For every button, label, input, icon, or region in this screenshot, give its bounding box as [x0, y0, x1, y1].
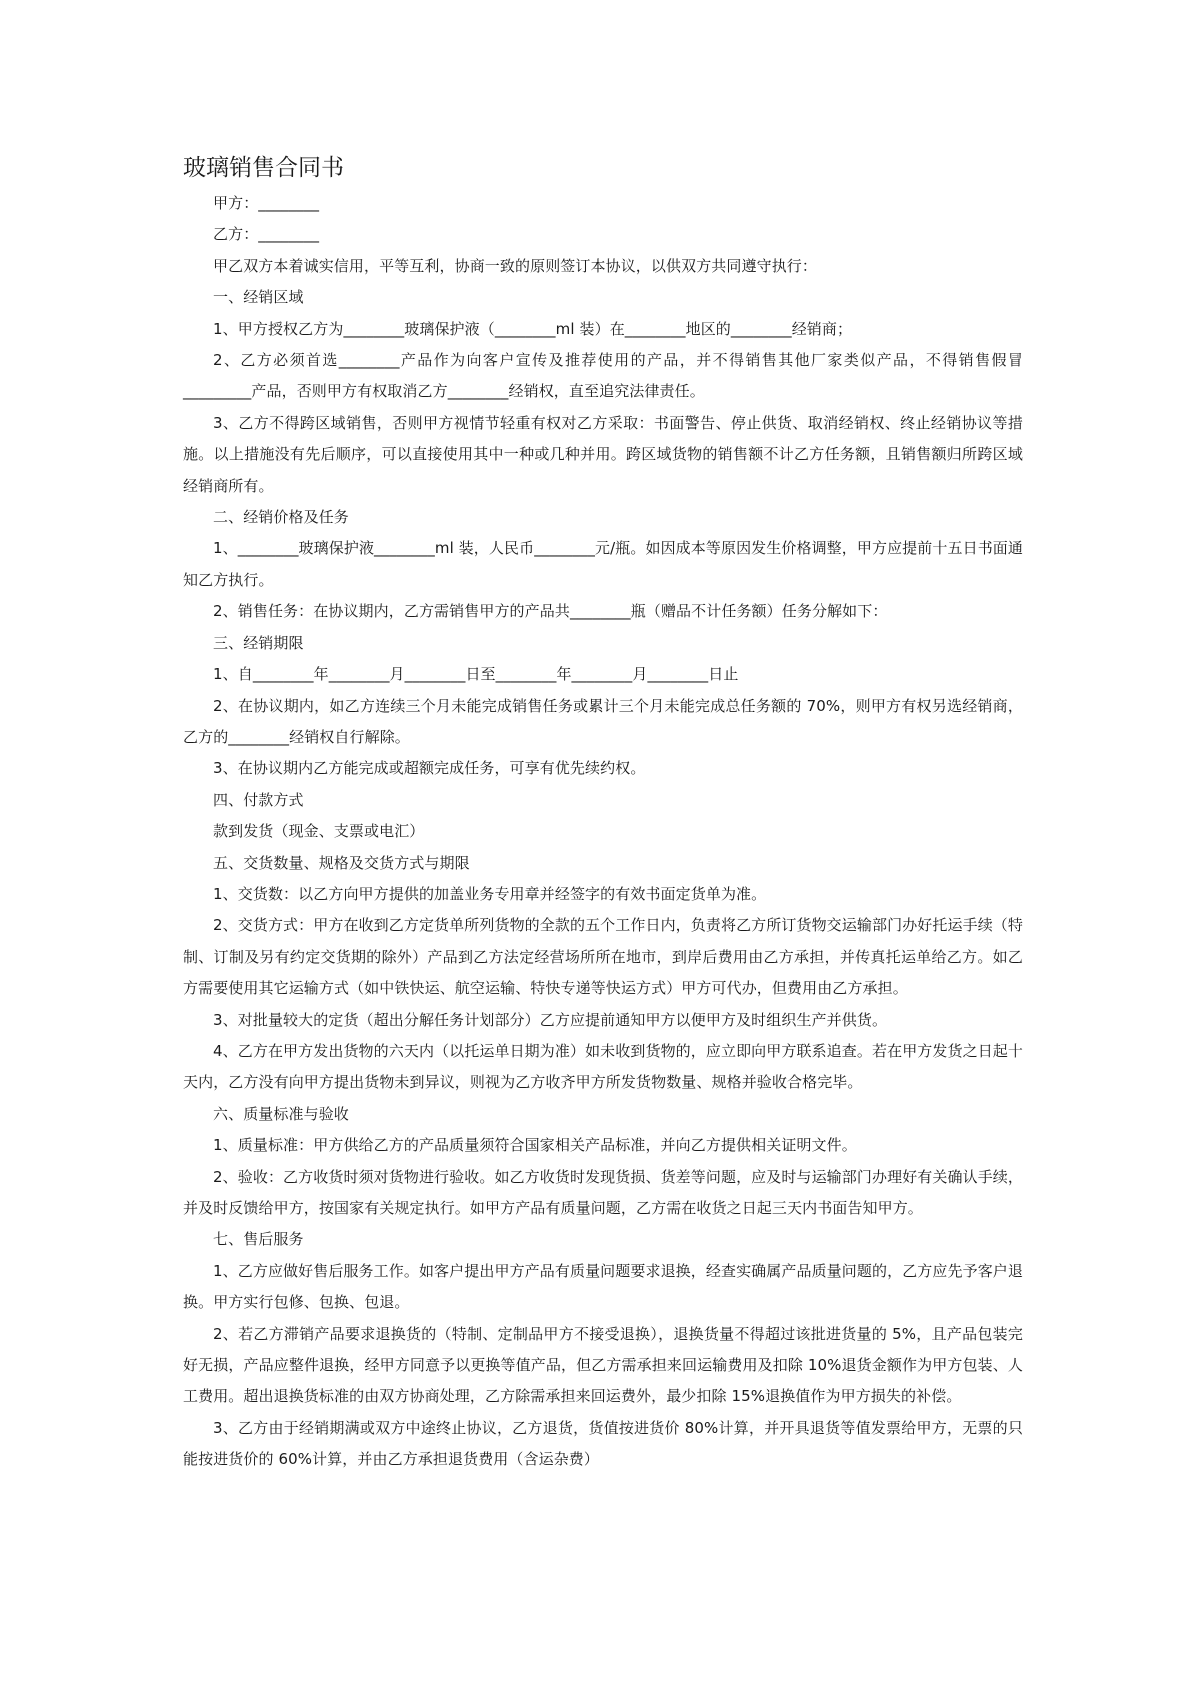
clause-1-1: 1、甲方授权乙方为________玻璃保护液（________ml 装）在________地区的________经销商； — [213, 319, 853, 338]
clause-3-3: 3、在协议期内乙方能完成或超额完成任务，可享有优先续约权。 — [213, 759, 646, 778]
clause-1-2: 2、乙方必须首选________产品作为向客户宣传及推荐使用的产品，并不得销售其他厂家类似产品，不得销售假冒_________产品，否则甲方有权取消乙方________经销权，直至追究法律责任。 — [183, 351, 1023, 401]
clause-7-3: 3、乙方由于经销期满或双方中途终止协议，乙方退货，货值按进货价 80%计算，并开具退货等值发票给甲方，无票的只能按进货价的 60%计算，并由乙方承担退货费用（含运杂费） — [183, 1418, 1023, 1469]
section-heading-3: 三、经销期限 — [213, 633, 304, 652]
clause-4-1: 款到发货（现金、支票或电汇） — [213, 822, 425, 841]
party-a-line: 甲方：________ — [213, 194, 320, 212]
section-heading-2: 二、经销价格及任务 — [213, 508, 349, 527]
clause-3-1: 1、自________年________月________日至________年________月________日止 — [213, 665, 739, 684]
preamble: 甲乙双方本着诚实信用，平等互利，协商一致的原则签订本协议，以供双方共同遵守执行： — [213, 256, 818, 275]
document-title: 玻璃销售合同书 — [183, 155, 344, 181]
clause-1-3: 3、乙方不得跨区域销售，否则甲方视情节轻重有权对乙方采取：书面警告、停止供货、取消经销权、终止经销协议等措施。以上措施没有先后顺序，可以直接使用其中一种或几种并用。跨区域货物的销售额不计乙方任务额，且销售额归所跨区域经销商所有。 — [183, 413, 1023, 495]
section-heading-4: 四、付款方式 — [213, 790, 304, 809]
clause-7-2: 2、若乙方滞销产品要求退换货的（特制、定制品甲方不接受退换），退换货量不得超过该批进货量的 5%，且产品包装完好无损，产品应整件退换，经甲方同意予以更换等值产品，但乙方需承担来回运输费用及扣除 10%退货金额作为甲方包装、人工费用。超出退换货标准的由双方协商处理，乙方除需承担来回运费外，最少扣除 15%退换值作为甲方损失的补偿。 — [183, 1324, 1023, 1406]
clause-7-1: 1、乙方应做好售后服务工作。如客户提出甲方产品有质量问题要求退换，经查实确属产品质量问题的，乙方应先予客户退换。甲方实行包修、包换、包退。 — [183, 1261, 1023, 1312]
clause-6-2: 2、验收：乙方收货时须对货物进行验收。如乙方收货时发现货损、货差等问题，应及时与运输部门办理好有关确认手续，并及时反馈给甲方，按国家有关规定执行。如甲方产品有质量问题，乙方需在收货之日起三天内书面告知甲方。 — [183, 1167, 1023, 1217]
document-body — [183, 188, 1023, 1476]
section-heading-5: 五、交货数量、规格及交货方式与期限 — [213, 853, 470, 872]
section-heading-1: 一、经销区域 — [213, 288, 304, 307]
party-b-line: 乙方：________ — [213, 225, 320, 244]
clause-2-2: 2、销售任务：在协议期内，乙方需销售甲方的产品共________瓶（赠品不计任务额）任务分解如下： — [213, 602, 888, 621]
clause-6-1: 1、质量标准：甲方供给乙方的产品质量须符合国家相关产品标准，并向乙方提供相关证明文件。 — [213, 1136, 857, 1155]
contract-page — [183, 150, 1023, 1476]
section-heading-7: 七、售后服务 — [213, 1230, 304, 1249]
clause-5-1: 1、交货数：以乙方向甲方提供的加盖业务专用章并经签字的有效书面定货单为准。 — [213, 884, 767, 903]
clause-2-1: 1、________玻璃保护液________ml 装，人民币________元/瓶。如因成本等原因发生价格调整，甲方应提前十五日书面通知乙方执行。 — [183, 539, 1023, 589]
clause-5-2: 2、交货方式：甲方在收到乙方定货单所列货物的全款的五个工作日内，负责将乙方所订货物交运输部门办好托运手续（特制、订制及另有约定交货期的除外）产品到乙方法定经营场所所在地市，到岸后费用由乙方承担，并传真托运单给乙方。如乙方需要使用其它运输方式（如中铁快运、航空运输、特快专递等快运方式）甲方可代办，但费用由乙方承担。 — [183, 916, 1023, 998]
clause-5-3: 3、对批量较大的定货（超出分解任务计划部分）乙方应提前通知甲方以便甲方及时组织生产并供货。 — [213, 1010, 888, 1029]
clause-5-4: 4、乙方在甲方发出货物的六天内（以托运单日期为准）如未收到货物的，应立即向甲方联系追查。若在甲方发货之日起十天内，乙方没有向甲方提出货物未到异议，则视为乙方收齐甲方所发货物数量、规格并验收合格完毕。 — [183, 1041, 1023, 1092]
section-heading-6: 六、质量标准与验收 — [213, 1104, 349, 1123]
clause-3-2: 2、在协议期内，如乙方连续三个月未能完成销售任务或累计三个月未能完成总任务额的 70%，则甲方有权另选经销商，乙方的________经销权自行解除。 — [183, 696, 1023, 746]
